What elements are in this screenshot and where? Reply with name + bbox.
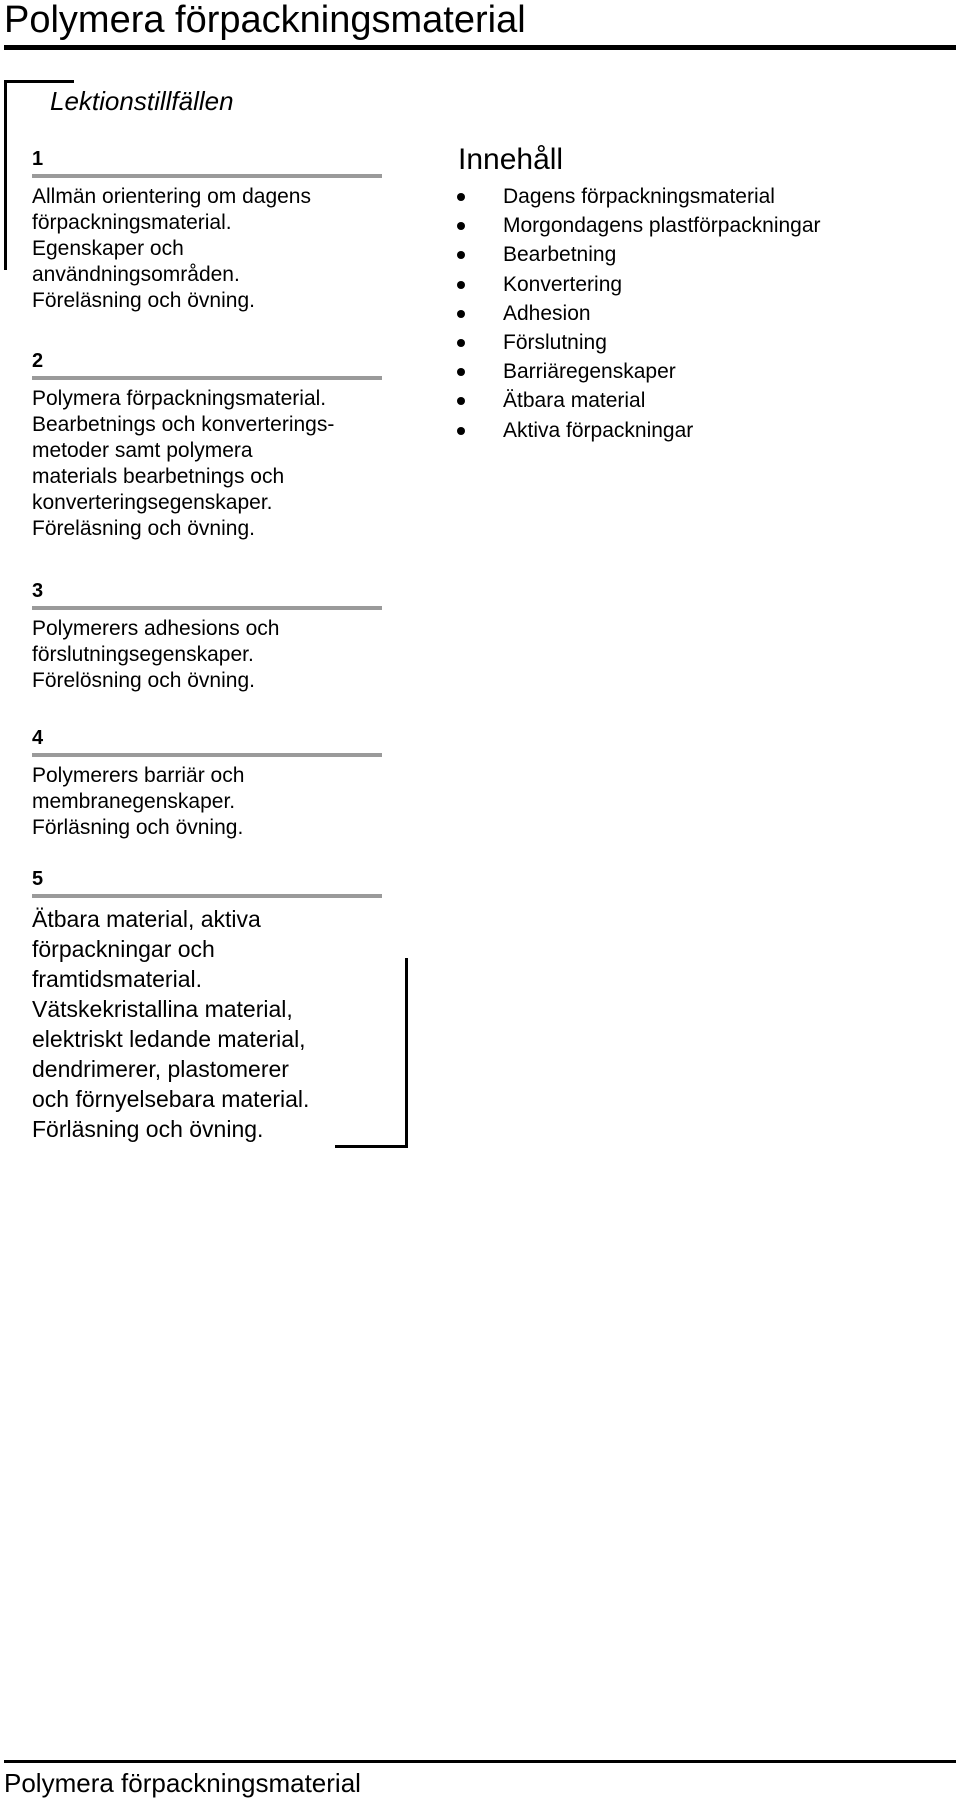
lesson-description: Polymerers adhesions och förslutningsegenskaper. Förelösning och övning.: [32, 617, 280, 692]
bracket-mark-horizontal: [335, 1145, 408, 1148]
list-item: [455, 211, 821, 240]
list-item: [455, 270, 821, 299]
list-item-label: Adhesion: [503, 301, 591, 325]
lesson-divider: [32, 174, 382, 178]
lesson-2: [32, 350, 382, 542]
list-item-label: Konvertering: [503, 272, 623, 296]
list-item-label: Morgondagens plastförpackningar: [503, 214, 821, 238]
corner-mark-vertical: [4, 80, 7, 270]
lesson-description: Ätbara material, aktiva förpackningar och framtidsmaterial. Vätskekristallina material, elektriskt ledande material, dendrimerer, plastomerer och förnyelsebara material. Förläsning och övning.: [32, 906, 310, 1142]
list-item: [455, 357, 821, 386]
bullet-icon: [457, 339, 465, 347]
list-item-label: Ätbara material: [503, 389, 646, 413]
lesson-description: Allmän orientering om dagens förpackningsmaterial. Egenskaper och användningsområden. Föreläsning och övning.: [32, 185, 311, 312]
lesson-number: 5: [32, 868, 44, 890]
lessons-heading: Lektionstillfällen: [50, 86, 234, 116]
lesson-number: 4: [32, 727, 44, 749]
title-divider: [4, 45, 956, 50]
lesson-5: [32, 868, 382, 1144]
bullet-icon: [457, 368, 465, 376]
list-item: [455, 328, 821, 357]
lesson-number: 2: [32, 350, 44, 372]
lesson-description: Polymerers barriär och membranegenskaper. Förläsning och övning.: [32, 764, 245, 839]
lesson-divider: [32, 376, 382, 380]
list-item-label: Dagens förpackningsmaterial: [503, 185, 775, 208]
lesson-number: 1: [32, 148, 44, 170]
list-item: [455, 299, 821, 328]
lesson-divider: [32, 753, 382, 757]
bullet-icon: [457, 281, 465, 289]
list-item: [455, 386, 821, 415]
list-item-label: Förslutning: [503, 331, 607, 355]
bullet-icon: [457, 427, 465, 435]
list-item: [455, 416, 821, 445]
list-item-label: Barriäregenskaper: [503, 360, 676, 384]
lesson-1: [32, 148, 382, 314]
list-item-label: Bearbetning: [503, 243, 617, 267]
page-title: Polymera förpackningsmaterial: [4, 0, 526, 41]
bullet-icon: [457, 310, 465, 318]
contents-heading: Innehåll: [458, 143, 564, 176]
bullet-icon: [457, 193, 465, 201]
lesson-3: [32, 580, 382, 694]
footer-title: Polymera förpackningsmaterial: [4, 1768, 361, 1798]
corner-mark-horizontal: [4, 80, 74, 83]
lesson-4: [32, 727, 382, 841]
bullet-icon: [457, 251, 465, 259]
list-item: [455, 240, 821, 269]
list-item: [455, 182, 821, 211]
bullet-icon: [457, 397, 465, 405]
contents-list: [455, 182, 821, 445]
list-item-label: Aktiva förpackningar: [503, 418, 694, 442]
footer-divider: [4, 1760, 956, 1763]
lesson-divider: [32, 894, 382, 898]
lesson-divider: [32, 606, 382, 610]
lesson-number: 3: [32, 580, 44, 602]
lesson-description: Polymera förpackningsmaterial. Bearbetnings och konverterings- metoder samt polymera materials bearbetnings och konverteringsegenskaper. Föreläsning och övning.: [32, 387, 335, 540]
bullet-icon: [457, 222, 465, 230]
bracket-mark-vertical: [405, 958, 408, 1148]
